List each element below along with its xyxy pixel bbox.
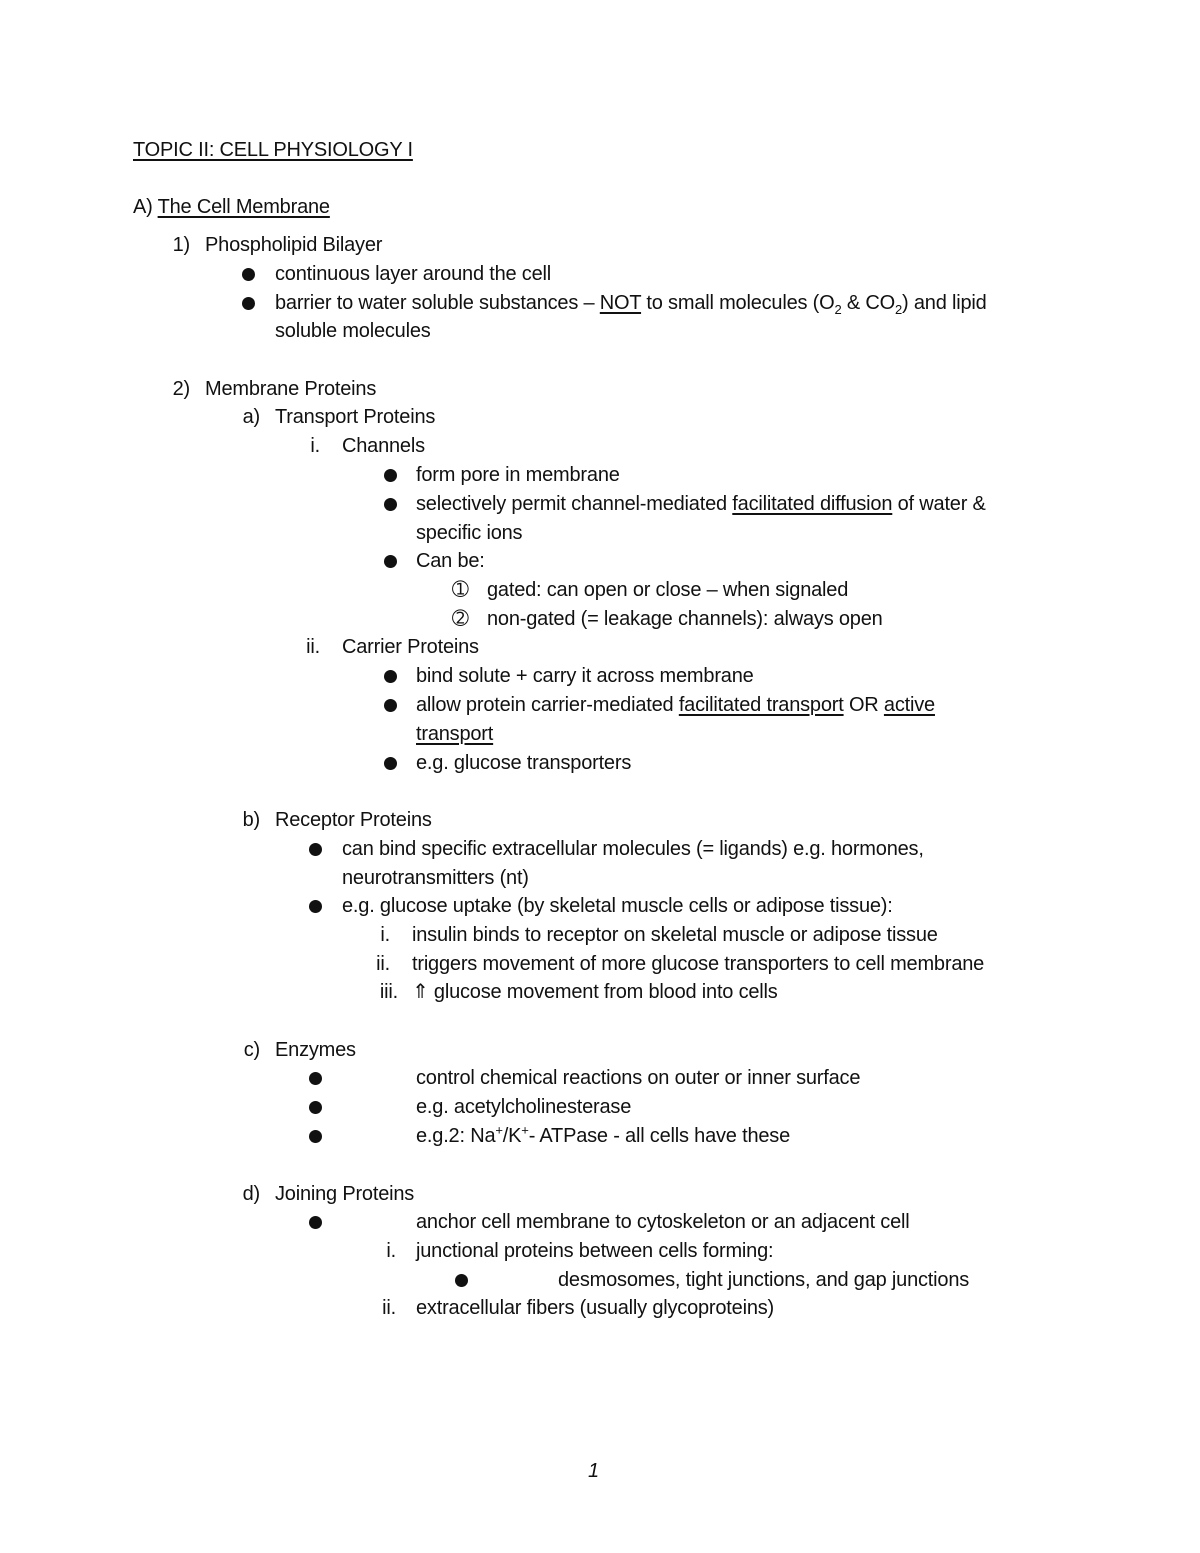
text-span: ) and lipid xyxy=(902,292,987,314)
underlined-term: facilitated transport xyxy=(678,694,844,716)
bullet-text: continuous layer around the cell xyxy=(275,263,552,285)
bullet-text xyxy=(275,291,987,315)
sub-item-text: gated: can open or close – when signaled xyxy=(487,579,849,601)
bullet-text xyxy=(416,492,986,516)
text-span: to small molecules (O xyxy=(641,292,835,314)
bullet-text: e.g. glucose uptake (by skeletal muscle cells or adipose tissue): xyxy=(342,895,893,917)
bullet-text: e.g. glucose transporters xyxy=(416,752,632,774)
list-number: 1) xyxy=(172,234,190,256)
bullet-text xyxy=(416,1124,790,1148)
bullet-icon xyxy=(242,268,255,281)
bullet-text: desmosomes, tight junctions, and gap junctions xyxy=(558,1269,970,1291)
section-heading xyxy=(133,195,330,219)
bullet-text xyxy=(416,693,935,717)
list-number: 2) xyxy=(172,378,190,400)
list-roman: ii. xyxy=(382,1297,396,1319)
bullet-text-continued: soluble molecules xyxy=(275,320,431,342)
list-item: Carrier Proteins xyxy=(342,636,479,658)
sub-item-text: extracellular fibers (usually glycoproteins) xyxy=(416,1297,775,1319)
bullet-text: form pore in membrane xyxy=(416,464,620,486)
bullet-text: bind solute + carry it across membrane xyxy=(416,665,754,687)
list-item: Channels xyxy=(342,435,425,457)
underlined-term: active xyxy=(883,694,935,716)
list-item: Transport Proteins xyxy=(275,406,436,428)
bullet-text-continued: specific ions xyxy=(416,522,523,544)
bullet-icon xyxy=(384,555,397,568)
subscript: 2 xyxy=(895,302,903,317)
bullet-icon xyxy=(384,469,397,482)
sub-item-text: junctional proteins between cells forming: xyxy=(416,1240,774,1262)
bullet-text: Can be: xyxy=(416,550,485,572)
page-title: TOPIC II: CELL PHYSIOLOGY I xyxy=(133,139,413,161)
list-roman: i. xyxy=(310,435,320,457)
list-roman: i. xyxy=(386,1240,396,1262)
list-item: Receptor Proteins xyxy=(275,809,432,831)
bullet-text: e.g. acetylcholinesterase xyxy=(416,1096,632,1118)
bullet-icon xyxy=(309,1216,322,1229)
section-label: The Cell Membrane xyxy=(157,196,330,218)
text-span: /K xyxy=(502,1125,522,1147)
circled-one-icon: ➀ xyxy=(452,579,469,601)
bullet-icon xyxy=(309,900,322,913)
text-span: - ATPase - all cells have these xyxy=(528,1125,791,1147)
superscript: + xyxy=(495,1122,503,1138)
sub-item-text: non-gated (= leakage channels): always open xyxy=(487,608,883,630)
sub-item-text: ⇑ glucose movement from blood into cells xyxy=(412,981,778,1003)
bullet-icon xyxy=(309,1072,322,1085)
list-letter: d) xyxy=(242,1183,260,1205)
bullet-icon xyxy=(384,699,397,712)
sub-item-text: insulin binds to receptor on skeletal muscle or adipose tissue xyxy=(412,924,938,946)
bullet-icon xyxy=(384,670,397,683)
text-span: barrier to water soluble substances – xyxy=(275,292,600,314)
list-item: Membrane Proteins xyxy=(205,378,377,400)
bullet-text: anchor cell membrane to cytoskeleton or an adjacent cell xyxy=(416,1211,910,1233)
list-item: Enzymes xyxy=(275,1039,356,1061)
page-number: 1 xyxy=(588,1460,599,1482)
subscript: 2 xyxy=(834,302,842,317)
bullet-text: can bind specific extracellular molecules (= ligands) e.g. hormones, xyxy=(342,838,924,860)
list-roman: ii. xyxy=(306,636,320,658)
text-span: OR xyxy=(843,694,884,716)
emphasis-not: NOT xyxy=(599,292,642,314)
list-item: Joining Proteins xyxy=(275,1183,415,1205)
bullet-icon xyxy=(309,1101,322,1114)
list-letter: c) xyxy=(243,1039,260,1061)
bullet-text-continued: transport xyxy=(416,723,494,745)
bullet-icon xyxy=(309,843,322,856)
text-span: selectively permit channel-mediated xyxy=(416,493,733,515)
bullet-text: control chemical reactions on outer or inner surface xyxy=(416,1067,861,1089)
circled-two-icon: ➁ xyxy=(452,608,469,630)
bullet-icon xyxy=(242,297,255,310)
text-span: e.g.2: Na xyxy=(416,1125,496,1147)
text-span: & CO xyxy=(841,292,895,314)
list-roman: ii. xyxy=(376,953,390,975)
bullet-text-continued: neurotransmitters (nt) xyxy=(342,867,529,889)
bullet-icon xyxy=(384,498,397,511)
list-item: Phospholipid Bilayer xyxy=(205,234,383,256)
bullet-icon xyxy=(455,1274,468,1287)
text-span: allow protein carrier-mediated xyxy=(416,694,679,716)
text-span: of water & xyxy=(892,493,986,515)
list-letter: b) xyxy=(242,809,260,831)
list-roman: iii. xyxy=(379,981,398,1003)
section-prefix: A) xyxy=(133,196,158,218)
superscript: + xyxy=(521,1122,529,1138)
underlined-term: facilitated diffusion xyxy=(732,493,893,515)
bullet-icon xyxy=(309,1130,322,1143)
list-letter: a) xyxy=(242,406,260,428)
bullet-icon xyxy=(384,757,397,770)
list-roman: i. xyxy=(380,924,390,946)
sub-item-text: triggers movement of more glucose transporters to cell membrane xyxy=(412,953,985,975)
